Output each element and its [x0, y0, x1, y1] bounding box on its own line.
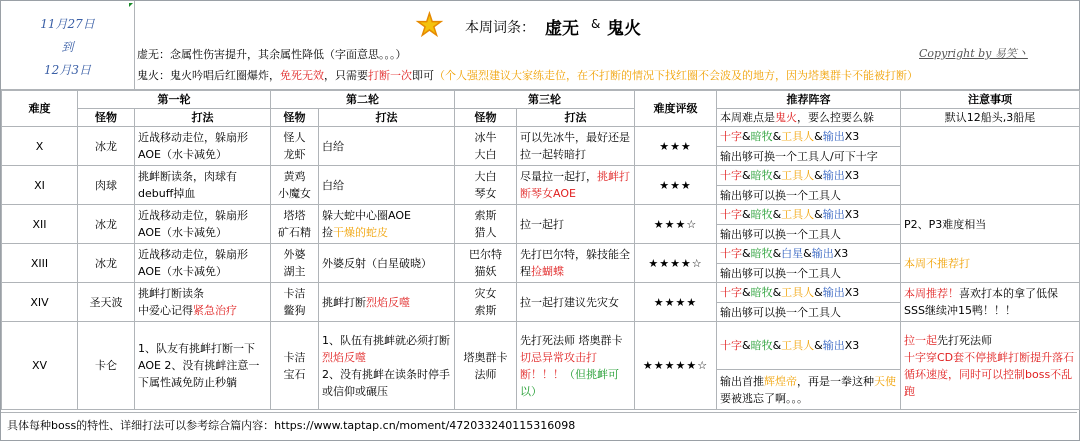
- lineup-alt: 输出够可换一个工具人/可下十字: [717, 147, 901, 166]
- difficulty-level: XIII: [2, 244, 78, 283]
- difficulty-level: XI: [2, 166, 78, 205]
- monster-cell: 冰龙: [78, 205, 135, 244]
- monster-name: 法师: [474, 367, 497, 381]
- tactic-cell: 白给: [319, 166, 455, 205]
- lineup-main: [717, 322, 901, 370]
- lineup-amp: &: [742, 247, 751, 260]
- tactic-highlight: 挑衅打断琴女AOE: [520, 170, 630, 200]
- difficulty-stars: ★★★: [635, 166, 717, 205]
- lineup-alt: 输出够可以换一个工具人: [717, 303, 901, 322]
- lineup-amp: &: [772, 339, 782, 352]
- monster-name: 怪人: [283, 131, 306, 144]
- monster-cell: [271, 127, 319, 166]
- tactic-cell: [517, 166, 635, 205]
- difficulty-level: X: [2, 127, 78, 166]
- table-row: [2, 205, 1080, 225]
- lineup-count: X3: [844, 286, 860, 299]
- tactic-text: 捡: [322, 226, 333, 239]
- lineup-subheader: [717, 109, 901, 127]
- monster-name: 巴尔特: [469, 248, 502, 261]
- modifier-line-2: [137, 67, 918, 83]
- tactic-highlight: 烈焰反噬: [366, 295, 410, 309]
- col-monster-3: 怪物: [455, 109, 517, 127]
- tactic-note: （但挑衅可以）: [520, 367, 619, 398]
- tactic-text: 中爱心记得: [138, 304, 193, 317]
- tactic-text: 先打死法师 塔奥群卡: [520, 333, 623, 347]
- tactic-cell: 近战移动走位，躲扇形AOE（水卡减免）: [135, 244, 271, 283]
- monster-cell: [455, 244, 517, 283]
- monster-cell: [271, 244, 319, 283]
- difficulty-level: XV: [2, 322, 78, 410]
- lineup-cross: 十字: [720, 286, 742, 299]
- monster-name: 塔奥群卡: [463, 350, 508, 364]
- notes-highlight: 本周推荐！: [904, 287, 959, 300]
- line2-mid: ，只需要: [324, 69, 368, 82]
- monster-name: 大白: [474, 170, 497, 183]
- line2-prefix: 鬼火：鬼火吟唱后红圈爆炸，: [137, 69, 280, 82]
- title-ampersand: &: [591, 17, 601, 31]
- col-tactic-1: 打法: [135, 109, 271, 127]
- col-difficulty: 难度: [2, 91, 78, 127]
- tactic-highlight: 烈焰反噬: [322, 350, 366, 364]
- monster-name: 卡洁: [283, 287, 306, 300]
- table-row: [2, 283, 1080, 303]
- lineup-alt: 输出够可以换一个工具人: [717, 225, 901, 244]
- star-icon: ★: [416, 8, 443, 43]
- lineup-white-star: 白星: [781, 247, 804, 260]
- monster-cell: [455, 166, 517, 205]
- lineup-alt-highlight: 辉煌帝: [764, 374, 797, 388]
- monster-cell: 冰龙: [78, 127, 135, 166]
- col-round-1: 第一轮: [78, 91, 271, 109]
- line2-highlight-2: 打断一次: [368, 69, 412, 82]
- date-separator: 到: [61, 40, 74, 54]
- tactic-highlight: 捡蝴蝶: [531, 265, 564, 278]
- header-row-2: [2, 109, 1080, 127]
- lineup-shadow: 暗牧: [750, 169, 773, 182]
- header-block: [1, 1, 1079, 90]
- lineup-cross: 十字: [720, 208, 742, 221]
- lineup-output: 输出: [822, 130, 845, 143]
- table-row: [2, 166, 1080, 186]
- lineup-tool: 工具人: [781, 286, 815, 299]
- footer-reference: 具体每种boss的特性、详细打法可以参考综合篇内容：https://www.taptap.cn/moment/472033240115316098: [1, 412, 1077, 439]
- copyright: Copyright by 易笑丶: [919, 47, 1028, 60]
- notes-cell: [901, 322, 1080, 410]
- notes-cell: [901, 166, 1080, 205]
- difficulty-stars: ★★★☆: [635, 205, 717, 244]
- table-row: [2, 322, 1080, 370]
- cell-comment-flag-icon: [129, 3, 133, 7]
- tactic-cell: 可以先冰牛，最好还是拉一起转暗打: [517, 127, 635, 166]
- lineup-amp: &: [742, 339, 751, 352]
- difficulty-level: XII: [2, 205, 78, 244]
- tactic-highlight: 干燥的蛇皮: [333, 226, 388, 239]
- monster-name: 宝石: [283, 367, 306, 381]
- tactic-cell: 拉一起打建议先灾女: [517, 283, 635, 322]
- header-row-1: [2, 91, 1080, 109]
- lineup-amp: &: [772, 169, 782, 182]
- lineup-sub-prefix: 本周难点是: [720, 111, 775, 124]
- tactic-text: 挑衅打断读条: [138, 287, 204, 300]
- tactic-highlight: 切忌异常攻击打断！！！: [520, 350, 597, 381]
- tactic-cell: 外婆反射（白星破晓）: [319, 244, 455, 283]
- lineup-amp: &: [742, 286, 751, 299]
- lineup-amp: &: [772, 208, 782, 221]
- monster-name: 猎人: [474, 226, 497, 239]
- lineup-alt-text: 输出首推: [720, 374, 764, 388]
- modifier-line-1: 虚无：念属性伤害提升，其余属性降低（字面意思。。。）: [137, 48, 407, 61]
- lineup-cross: 十字: [720, 339, 742, 352]
- tactic-cell: 1、队友有挑衅打断一下AOE 2、没有挑衅注意一下属性减免防止秒躺: [135, 322, 271, 410]
- date-start: 11月27日: [40, 17, 95, 31]
- lineup-alt: 输出够可以换一个工具人: [717, 186, 901, 205]
- date-end: 12月3日: [44, 63, 91, 77]
- lineup-count: X3: [833, 247, 849, 260]
- lineup-amp: &: [814, 130, 823, 143]
- lineup-count: X3: [844, 208, 860, 221]
- lineup-alt: [717, 370, 901, 410]
- table-row: [2, 127, 1080, 147]
- tactic-cell: [517, 244, 635, 283]
- lineup-amp: &: [814, 339, 823, 352]
- title-keyword-1: 虚无: [545, 19, 579, 39]
- lineup-sub-highlight: 鬼火: [775, 111, 797, 124]
- tactic-cell: 白给: [319, 127, 455, 166]
- lineup-output: 输出: [822, 339, 845, 352]
- tactic-cell: [135, 283, 271, 322]
- tactic-cell: 近战移动走位，躲扇形AOE（水卡减免）: [135, 205, 271, 244]
- lineup-output: 输出: [822, 286, 845, 299]
- lineup-shadow: 暗牧: [750, 286, 773, 299]
- tactic-text: 先打巴尔特，躲技能全程: [520, 248, 630, 278]
- lineup-amp: &: [803, 247, 812, 260]
- col-round-2: 第二轮: [271, 91, 455, 109]
- lineup-count: X3: [844, 130, 860, 143]
- monster-cell: [271, 205, 319, 244]
- monster-name: 大白: [474, 148, 497, 161]
- monster-cell: [271, 283, 319, 322]
- line2-after: 即可: [412, 69, 434, 82]
- monster-name: 猫妖: [474, 265, 497, 278]
- notes-text: 先打死法师: [937, 333, 992, 347]
- monster-name: 湖主: [283, 265, 306, 278]
- line2-highlight-1: 免死无效: [280, 69, 324, 82]
- tactic-cell: 近战移动走位，躲扇形AOE（水卡减免）: [135, 127, 271, 166]
- monster-cell: [455, 127, 517, 166]
- monster-name: 鳖狗: [283, 304, 306, 317]
- monster-name: 外婆: [283, 248, 306, 261]
- lineup-shadow: 暗牧: [750, 130, 773, 143]
- monster-name: 黄鸡: [283, 170, 306, 183]
- tactic-text: 挑衅打断: [322, 295, 366, 309]
- lineup-shadow: 暗牧: [750, 208, 773, 221]
- monster-cell: 圣天波: [78, 283, 135, 322]
- monster-name: 冰牛: [474, 131, 497, 144]
- title-label: 本周词条：: [465, 20, 535, 36]
- line2-advice: （个人强烈建议大家练走位，在不打断的情况下找红圈不会波及的地方，因为塔奥群卡不能被打断）: [434, 69, 918, 82]
- boss-table: [1, 90, 1080, 410]
- notes-cell: [901, 127, 1080, 166]
- lineup-main: [717, 166, 901, 186]
- lineup-shadow: 暗牧: [750, 247, 773, 260]
- lineup-sub-suffix: ，要么控要么躲: [797, 111, 874, 124]
- lineup-amp: &: [814, 208, 823, 221]
- lineup-cross: 十字: [720, 247, 742, 260]
- col-rating: 难度评级: [635, 91, 717, 127]
- lineup-amp: &: [742, 130, 751, 143]
- lineup-main: [717, 127, 901, 147]
- tactic-text: 2、没有挑衅在读条时停手或信仰或碾压: [322, 367, 450, 398]
- tactic-cell: 拉一起打: [517, 205, 635, 244]
- monster-cell: [455, 283, 517, 322]
- notes-cell: P2、P3难度相当: [901, 205, 1080, 244]
- monster-name: 索斯: [474, 304, 497, 317]
- tactic-cell: [319, 205, 455, 244]
- lineup-amp: &: [772, 286, 782, 299]
- col-notes: 注意事项: [901, 91, 1080, 109]
- monster-cell: [271, 166, 319, 205]
- monster-name: 龙虾: [283, 148, 306, 161]
- notes-cell: 本周不推荐打: [901, 244, 1080, 283]
- monster-cell: [271, 322, 319, 410]
- col-lineup: 推荐阵容: [717, 91, 901, 109]
- lineup-alt: 输出够可以换一个工具人: [717, 264, 901, 283]
- lineup-tool: 工具人: [781, 208, 815, 221]
- monster-cell: 冰龙: [78, 244, 135, 283]
- lineup-tool: 工具人: [781, 130, 815, 143]
- col-round-3: 第三轮: [455, 91, 635, 109]
- lineup-tool: 工具人: [781, 169, 815, 182]
- lineup-cross: 十字: [720, 169, 742, 182]
- lineup-amp: &: [772, 247, 782, 260]
- notes-text: 喜欢打本的拿了低保SSS继续冲15鸭！！！: [904, 287, 1058, 317]
- lineup-amp: &: [772, 130, 782, 143]
- col-monster-1: 怪物: [78, 109, 135, 127]
- lineup-amp: &: [814, 169, 823, 182]
- tactic-cell: [319, 283, 455, 322]
- notes-highlight: 拉一起: [904, 333, 937, 347]
- tactic-highlight: 紧急治疗: [193, 304, 237, 317]
- difficulty-level: XIV: [2, 283, 78, 322]
- lineup-alt-text: ，再是一拳这种: [797, 374, 874, 388]
- monster-cell: 肉球: [78, 166, 135, 205]
- lineup-shadow: 暗牧: [750, 339, 773, 352]
- lineup-main: [717, 283, 901, 303]
- col-tactic-3: 打法: [517, 109, 635, 127]
- notes-subheader: 默认12船头,3船尾: [901, 109, 1080, 127]
- tactic-cell: [319, 322, 455, 410]
- tactic-cell: 挑衅断读条，肉球有debuff掉血: [135, 166, 271, 205]
- difficulty-stars: ★★★★★☆: [635, 322, 717, 410]
- lineup-output: 输出: [811, 247, 834, 260]
- monster-name: 灾女: [474, 287, 497, 300]
- lineup-count: X3: [844, 339, 860, 352]
- difficulty-stars: ★★★: [635, 127, 717, 166]
- difficulty-stars: ★★★★: [635, 283, 717, 322]
- tactic-text: 尽量拉一起打，: [520, 170, 597, 183]
- lineup-cross: 十字: [720, 130, 742, 143]
- monster-name: 小魔女: [278, 187, 311, 200]
- col-tactic-2: 打法: [319, 109, 455, 127]
- tactic-text: 躲大蛇中心圈AOE: [322, 209, 411, 222]
- lineup-amp: &: [814, 286, 823, 299]
- lineup-output: 输出: [822, 208, 845, 221]
- monster-cell: 卡仑: [78, 322, 135, 410]
- lineup-main: [717, 205, 901, 225]
- monster-name: 索斯: [474, 209, 497, 222]
- lineup-amp: &: [742, 169, 751, 182]
- monster-cell: [455, 205, 517, 244]
- week-title: [135, 9, 1079, 43]
- lineup-alt-text: 要被逃忘了啊。。。: [720, 391, 808, 405]
- date-range: [1, 1, 135, 89]
- monster-name: 卡洁: [283, 350, 306, 364]
- notes-highlight: 十字穿CD套不停挑衅打断提升落石循环速度，同时可以控制boss不乱跑: [904, 350, 1075, 398]
- difficulty-stars: ★★★★☆: [635, 244, 717, 283]
- lineup-main: [717, 244, 901, 264]
- title-keyword-2: 鬼火: [607, 19, 641, 39]
- monster-cell: [455, 322, 517, 410]
- monster-name: 琴女: [474, 187, 497, 200]
- tactic-text: 1、队伍有挑衅就必须打断: [322, 333, 450, 347]
- tactic-cell: [517, 322, 635, 410]
- lineup-count: X3: [844, 169, 860, 182]
- lineup-amp: &: [742, 208, 751, 221]
- monster-name: 矿石精: [278, 226, 311, 239]
- monster-name: 塔塔: [283, 209, 306, 222]
- lineup-output: 输出: [822, 169, 845, 182]
- table-row: [2, 244, 1080, 264]
- col-monster-2: 怪物: [271, 109, 319, 127]
- lineup-alt-highlight: 天使: [874, 374, 896, 388]
- notes-cell: [901, 283, 1080, 322]
- lineup-tool: 工具人: [781, 339, 815, 352]
